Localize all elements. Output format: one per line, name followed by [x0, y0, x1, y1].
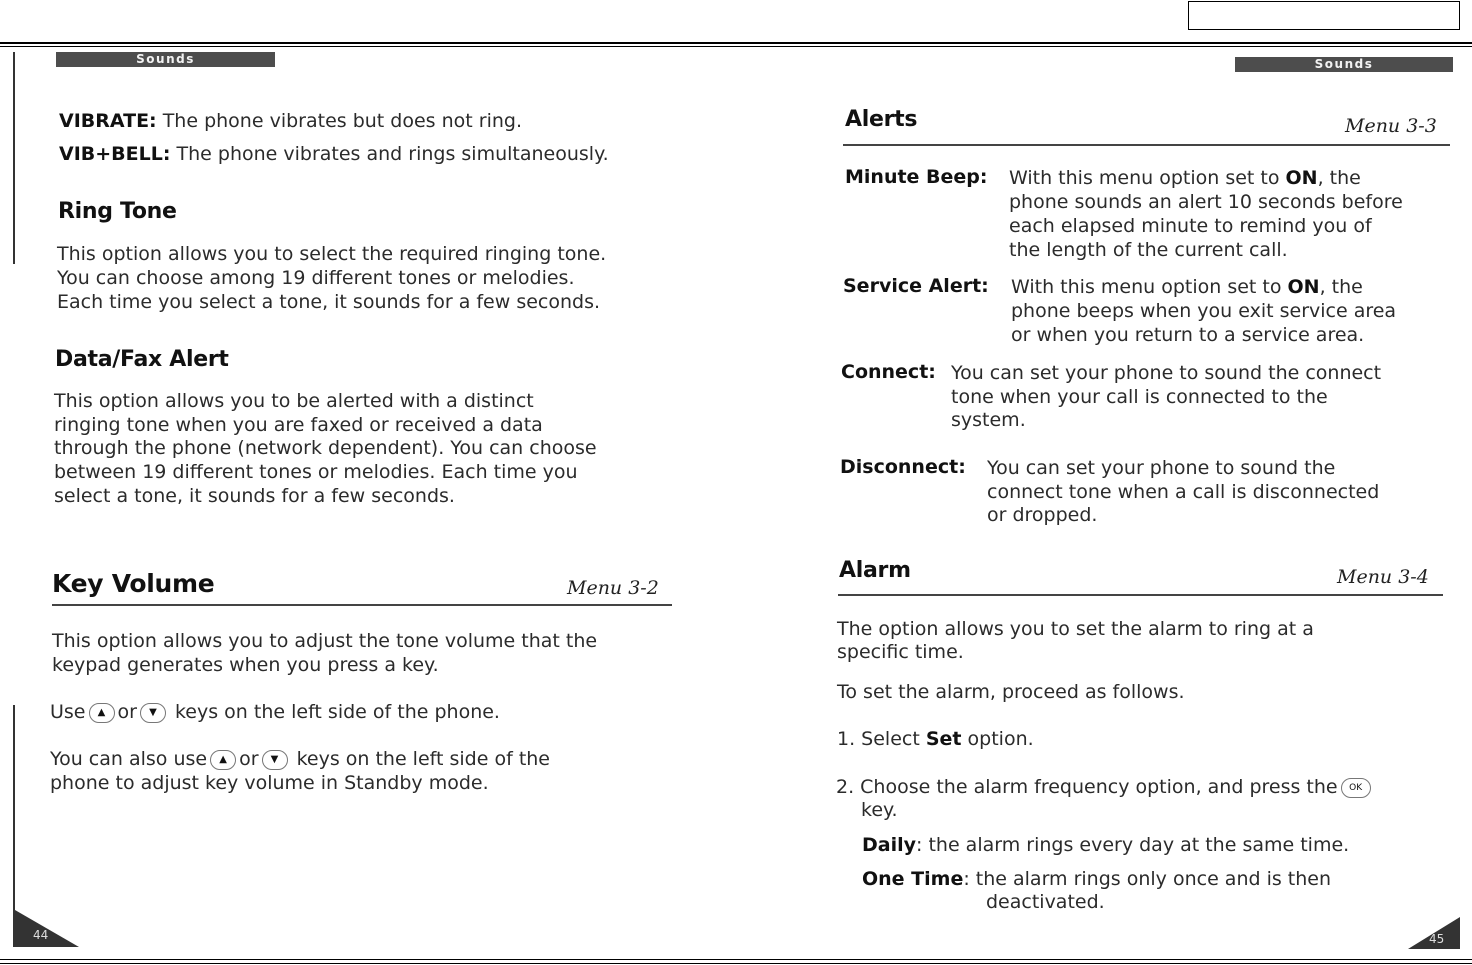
service-alert-label: Service Alert: [843, 275, 989, 297]
use-or: or [117, 701, 137, 723]
minute-l1-b: , the [1317, 167, 1361, 189]
alarm-line: specific time. [837, 641, 964, 663]
top-rule [0, 42, 1472, 44]
top-rule-thin [0, 46, 1472, 47]
left-page-number: 44 [33, 928, 49, 942]
keyvolume-rule [52, 604, 672, 606]
use-suffix: keys on the left side of the phone. [174, 701, 500, 723]
service-line-1 [1011, 275, 1363, 299]
down-key-icon: ▼ [140, 703, 166, 723]
connect-line: You can set your phone to sound the connect [951, 362, 1382, 384]
step1-set: Set [925, 728, 962, 750]
also-prefix: You can also use [50, 748, 208, 770]
up-key-icon: ▲ [89, 703, 115, 723]
top-right-box [1188, 1, 1460, 30]
up-key-icon: ▲ [210, 750, 236, 770]
also-suffix: keys on the left side of the [296, 748, 551, 770]
vibbell-label: VIB+BELL: [59, 143, 171, 165]
also-or: or [239, 748, 259, 770]
daily-text: : the alarm rings every day at the same time. [916, 834, 1350, 856]
ringtone-heading: Ring Tone [58, 199, 177, 224]
minute-line-1 [1009, 166, 1361, 190]
minute-beep-label: Minute Beep: [845, 166, 988, 188]
right-page-number: 45 [1429, 932, 1445, 946]
service-l1-a: With this menu option set to [1011, 276, 1282, 298]
datafax-line: This option allows you to be alerted with a distinct [54, 390, 534, 412]
alarm-heading: Alarm [839, 558, 911, 583]
onetime-line [862, 867, 1331, 891]
vibbell-line [59, 142, 609, 166]
daily-label: Daily [862, 834, 917, 856]
keyvolume-menu-ref: Menu 3-2 [567, 577, 659, 599]
alerts-heading: Alerts [845, 107, 918, 132]
datafax-line: ringing tone when you are faxed or received a data [54, 414, 543, 436]
step-2 [836, 775, 1374, 799]
step2-line1: 2. Choose the alarm frequency option, and press the [836, 776, 1338, 798]
connect-line: system. [951, 409, 1026, 431]
alarm-menu-ref: Menu 3-4 [1337, 566, 1429, 588]
service-line: or when you return to a service area. [1011, 324, 1365, 346]
disconnect-line: You can set your phone to sound the [987, 457, 1336, 479]
bottom-rule [0, 959, 1472, 960]
alarm-rule [838, 594, 1443, 596]
keyvolume-line: keypad generates when you press a key. [52, 654, 439, 676]
datafax-line: between 19 different tones or melodies. Each time you [54, 461, 578, 483]
minute-line: the length of the current call. [1009, 239, 1288, 261]
vibbell-text: The phone vibrates and rings simultaneously. [176, 143, 609, 165]
minute-on: ON [1285, 167, 1318, 189]
use-keys-line [50, 700, 500, 724]
vibrate-line [59, 109, 522, 133]
use-prefix: Use [50, 701, 86, 723]
vibrate-label: VIBRATE: [59, 110, 157, 132]
onetime-label: One Time [862, 868, 964, 890]
vibrate-text: The phone vibrates but does not ring. [162, 110, 522, 132]
keyvolume-heading: Key Volume [52, 569, 215, 598]
step-1 [837, 727, 1034, 751]
ok-key-icon: OK [1341, 778, 1371, 798]
ringtone-line: You can choose among 19 different tones or melodies. [57, 267, 575, 289]
datafax-line: select a tone, it sounds for a few seconds. [54, 485, 455, 507]
also-use-line [50, 747, 550, 771]
alarm-line: The option allows you to set the alarm to ring at a [837, 618, 1314, 640]
datafax-heading: Data/Fax Alert [55, 347, 229, 372]
alerts-menu-ref: Menu 3-3 [1345, 115, 1437, 137]
proceed-line: To set the alarm, proceed as follows. [837, 681, 1185, 703]
bottom-rule-thin [0, 963, 1472, 964]
daily-line [862, 833, 1349, 857]
disconnect-line: or dropped. [987, 504, 1098, 526]
service-on: ON [1287, 276, 1320, 298]
ringtone-line: This option allows you to select the required ringing tone. [57, 243, 607, 265]
left-section-tab: Sounds [56, 52, 275, 67]
right-section-tab: Sounds [1235, 57, 1453, 72]
ringtone-line: Each time you select a tone, it sounds for a few seconds. [57, 291, 601, 313]
minute-l1-a: With this menu option set to [1009, 167, 1280, 189]
step1-b: option. [967, 728, 1034, 750]
down-key-icon: ▼ [262, 750, 288, 770]
datafax-line: through the phone (network dependent). You can choose [54, 437, 597, 459]
onetime-text: : the alarm rings only once and is then [963, 868, 1332, 890]
disconnect-line: connect tone when a call is disconnected [987, 481, 1380, 503]
minute-line: phone sounds an alert 10 seconds before [1009, 191, 1403, 213]
connect-line: tone when your call is connected to the [951, 386, 1328, 408]
disconnect-label: Disconnect: [840, 456, 966, 478]
step-2-line-2: key. [861, 799, 898, 821]
keyvolume-line: This option allows you to adjust the tone volume that the [52, 630, 598, 652]
minute-line: each elapsed minute to remind you of [1009, 215, 1372, 237]
service-line: phone beeps when you exit service area [1011, 300, 1397, 322]
also-use-line-2: phone to adjust key volume in Standby mode. [50, 772, 489, 794]
onetime-line-2: deactivated. [986, 891, 1105, 913]
step1-a: 1. Select [837, 728, 920, 750]
connect-label: Connect: [841, 361, 936, 383]
alerts-rule [843, 144, 1450, 146]
left-margin-line [13, 52, 15, 264]
service-l1-b: , the [1319, 276, 1363, 298]
